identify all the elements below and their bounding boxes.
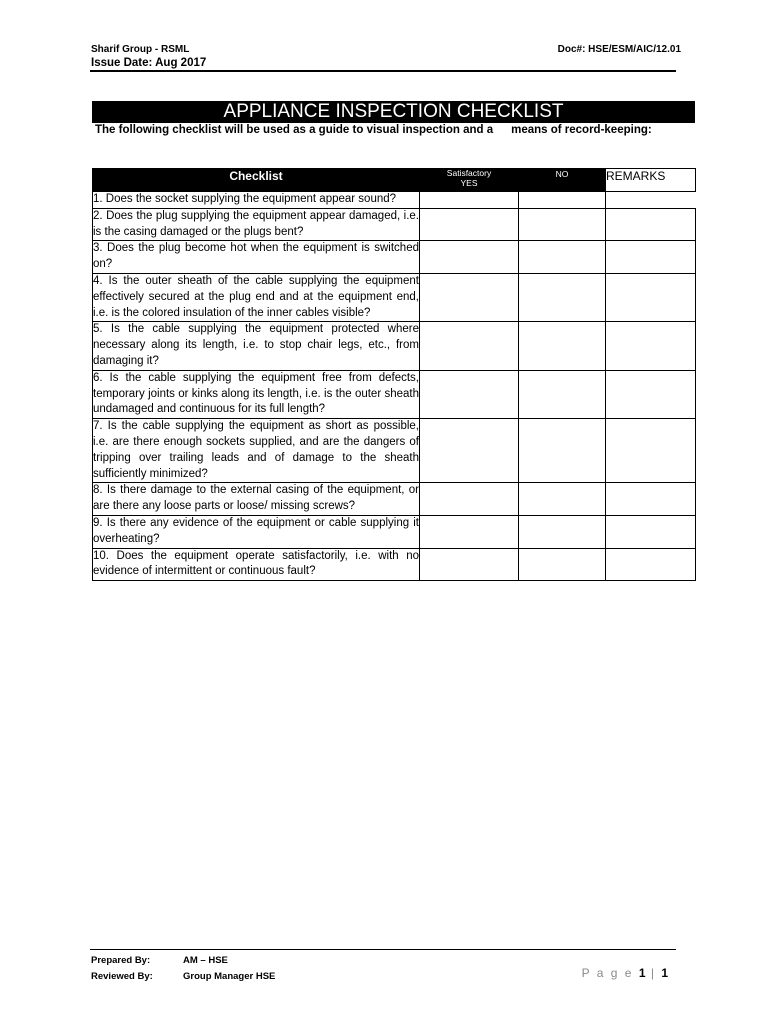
prepared-by-label: Prepared By: (91, 955, 151, 966)
header-satisfactory-yes (420, 169, 519, 192)
page-current: 1 (638, 966, 646, 980)
checklist-body (93, 192, 696, 581)
cell-no[interactable] (519, 241, 606, 274)
reviewed-by-row (91, 969, 275, 985)
table-row (93, 483, 696, 516)
table-row (93, 370, 696, 418)
cell-remarks[interactable] (606, 548, 696, 581)
table-row (93, 273, 696, 321)
cell-no[interactable] (519, 208, 606, 241)
header-left (91, 44, 206, 70)
cell-yes[interactable] (420, 322, 519, 370)
reviewed-by-value: Group Manager HSE (183, 971, 276, 982)
reviewed-by-label: Reviewed By: (91, 971, 153, 982)
cell-yes[interactable] (420, 241, 519, 274)
footer-divider (90, 949, 676, 950)
table-row (93, 192, 696, 209)
cell-remarks[interactable] (606, 273, 696, 321)
cell-no[interactable] (519, 548, 606, 581)
table-row (93, 548, 696, 581)
checklist-item-5: 5. Is the cable supplying the equipment protected where necessary along its length, i.e. to stop chair legs, etc., from damaging it? (93, 322, 420, 370)
cell-remarks[interactable] (606, 370, 696, 418)
table-row (93, 322, 696, 370)
header-remarks: REMARKS (606, 169, 696, 192)
intro-part-2: means of record-keeping: (511, 124, 652, 136)
header-divider (90, 70, 676, 72)
checklist-table (92, 168, 696, 581)
intro-part-1: The following checklist will be used as a guide to visual inspection and a (95, 124, 494, 136)
cell-yes[interactable] (420, 548, 519, 581)
intro-text (95, 124, 695, 136)
cell-yes[interactable] (420, 370, 519, 418)
table-header-row (93, 169, 696, 192)
table-row (93, 419, 696, 483)
cell-yes[interactable] (420, 208, 519, 241)
cell-remarks[interactable] (606, 322, 696, 370)
document-number: Doc#: HSE/ESM/AIC/12.01 (557, 44, 681, 55)
cell-yes[interactable] (420, 273, 519, 321)
table-row (93, 208, 696, 241)
checklist-item-2: 2. Does the plug supplying the equipment appear damaged, i.e. is the casing damaged or the plugs bent? (93, 208, 420, 241)
prepared-by-value: AM – HSE (183, 955, 228, 966)
checklist-item-9: 9. Is there any evidence of the equipment or cable supplying it overheating? (93, 515, 420, 548)
table-row (93, 241, 696, 274)
checklist-item-10: 10. Does the equipment operate satisfactorily, i.e. with no evidence of intermittent or continuous fault? (93, 548, 420, 581)
checklist-item-1: 1. Does the socket supplying the equipment appear sound? (93, 192, 420, 209)
cell-remarks[interactable] (606, 483, 696, 516)
cell-no[interactable] (519, 483, 606, 516)
issue-date: Issue Date: Aug 2017 (91, 57, 207, 69)
cell-no[interactable] (519, 515, 606, 548)
checklist-item-8: 8. Is there damage to the external casing of the equipment, or are there any loose parts or loose/ missing screws? (93, 483, 420, 516)
header-satisfactory-label: Satisfactory (446, 168, 492, 178)
checklist-item-3: 3. Does the plug become hot when the equipment is switched on? (93, 241, 420, 274)
checklist-item-7: 7. Is the cable supplying the equipment as short as possible, i.e. are there enough sockets supplied, and are the dangers of tripping over trailing leads and of damage to the sheath sufficiently minimized? (93, 419, 420, 483)
checklist-item-6: 6. Is the cable supplying the equipment free from defects, temporary joints or kinks along its length, i.e. is the outer sheath undamaged and continuous for its full length? (93, 370, 420, 418)
cell-remarks[interactable] (606, 241, 696, 274)
cell-yes[interactable] (420, 419, 519, 483)
company-name: Sharif Group - RSML (91, 44, 190, 55)
page-total: 1 (661, 966, 668, 980)
prepared-by-row (91, 953, 275, 969)
cell-yes[interactable] (420, 483, 519, 516)
page-word: P a g e (581, 966, 634, 980)
document-title: APPLIANCE INSPECTION CHECKLIST (92, 101, 695, 123)
footer-approvals (91, 953, 275, 985)
cell-yes[interactable] (420, 192, 519, 209)
cell-no[interactable] (519, 273, 606, 321)
cell-yes[interactable] (420, 515, 519, 548)
cell-no[interactable] (519, 419, 606, 483)
page-separator: | (650, 966, 656, 980)
cell-no[interactable] (519, 322, 606, 370)
cell-remarks[interactable] (606, 515, 696, 548)
checklist-item-4: 4. Is the outer sheath of the cable supplying the equipment effectively secured at the plug end and at the equipment end, i.e. is the colored insulation of the inner cables visible? (93, 273, 420, 321)
page-number (582, 966, 668, 980)
cell-remarks[interactable] (606, 419, 696, 483)
header-yes-label: YES (460, 177, 478, 188)
cell-remarks[interactable] (606, 208, 696, 241)
table-row (93, 515, 696, 548)
header-no: NO (519, 169, 606, 192)
cell-no[interactable] (519, 370, 606, 418)
header-checklist: Checklist (93, 169, 420, 192)
cell-no[interactable] (519, 192, 606, 209)
